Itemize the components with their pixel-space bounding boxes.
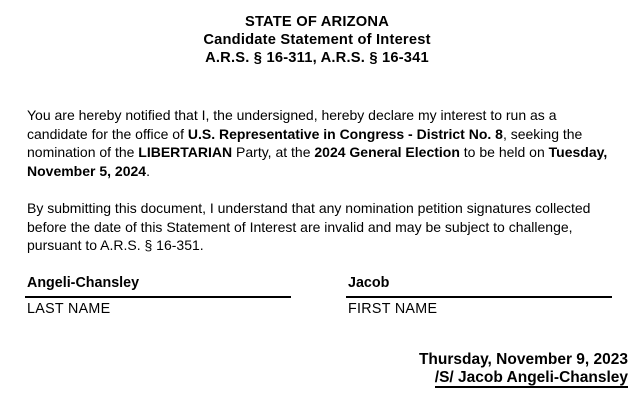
first-name-label: FIRST NAME — [348, 301, 438, 317]
signature-date: Thursday, November 9, 2023 — [418, 351, 628, 368]
header-statute-citation: A.R.S. § 16-311, A.R.S. § 16-341 — [205, 50, 429, 66]
declaration-paragraph: You are hereby notified that I, the undersigned, hereby declare my interest to run as a candidate for the office of U.S. Representative in Congress - District No. 8, seeking the nomination of the LIBERTARIAN Party, at the 2024 General Election to be held on Tuesday, November 5, 2024. — [27, 107, 608, 179]
last-name-field — [25, 275, 291, 317]
name-fields-row — [25, 275, 612, 317]
signature-line — [419, 369, 628, 389]
petition-warning-paragraph: By submitting this document, I understand that any nomination petition signatures collected before the date of this Statement of Interest are invalid and may be subject to challenge, pursuant to A.R.S. § 16-351. — [27, 200, 591, 254]
signature-block — [419, 351, 628, 388]
first-name-field — [346, 275, 612, 317]
header-document-title: Candidate Statement of Interest — [203, 32, 431, 48]
header-state-title: STATE OF ARIZONA — [244, 14, 390, 30]
first-name-value: Jacob — [346, 275, 612, 298]
document-header — [0, 13, 634, 67]
last-name-value: Angeli-Chansley — [25, 275, 291, 298]
signature-name: /S/ Jacob Angeli-Chansley — [435, 369, 628, 389]
last-name-label: LAST NAME — [27, 301, 111, 317]
